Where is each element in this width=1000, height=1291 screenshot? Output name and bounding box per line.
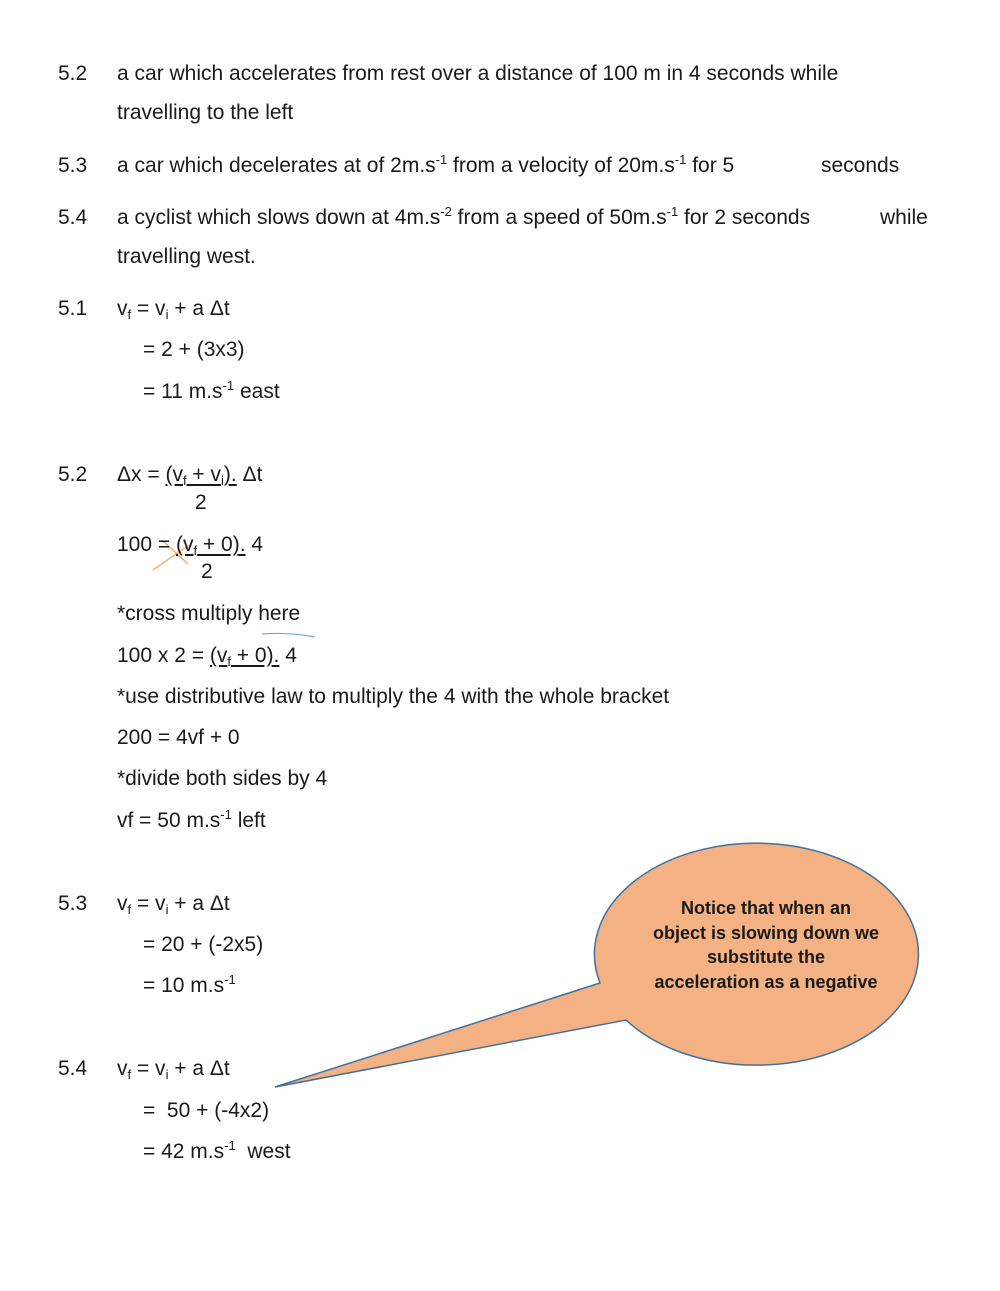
working-step: = 2 + (3x3) bbox=[143, 338, 245, 361]
note: *divide both sides by 4 bbox=[117, 767, 328, 790]
question-text-end: while bbox=[880, 206, 928, 229]
denominator: 2 bbox=[201, 560, 213, 583]
note: *cross multiply here bbox=[117, 602, 301, 625]
pen-stroke bbox=[262, 633, 315, 637]
question-text-end: seconds bbox=[821, 154, 900, 177]
answer-result: vf = 50 $m.s^{-1}$ left bbox=[117, 807, 266, 832]
answer-number: 5.3 bbox=[58, 892, 88, 915]
question-number: 5.2 bbox=[58, 62, 88, 85]
callout-text: Notice that when an object is slowing down we substitute the acceleration as a negative bbox=[652, 898, 880, 992]
formula: $v_f = v_i + a$ Δt bbox=[117, 297, 230, 322]
question-text-cont: travelling to the left bbox=[117, 101, 294, 124]
denominator: 2 bbox=[195, 491, 207, 514]
answer-result: = 10 $m.s^{-1}$ bbox=[143, 972, 236, 997]
substitution: $100 = (v_f + 0)$. 4 bbox=[117, 533, 264, 558]
working-step: = 20 + (-2x5) bbox=[143, 933, 264, 956]
working-step: 100 x $2 = (v_f + 0)$. 4 bbox=[117, 644, 297, 669]
working-step: = 50 + (-4x2) bbox=[143, 1099, 270, 1122]
formula: $\Delta x = (v_f + v_i)$. Δt bbox=[117, 463, 263, 488]
answer-result: = 42 $m.s^{-1}$ west bbox=[143, 1138, 291, 1163]
answer-number: 5.2 bbox=[58, 463, 88, 486]
note: *use distributive law to multiply the 4 with the whole bracket bbox=[117, 685, 670, 708]
answer-number: 5.4 bbox=[58, 1057, 88, 1080]
answer-result: = 11 $m.s^{-1}$ east bbox=[143, 378, 280, 403]
question-number: 5.4 bbox=[58, 206, 88, 229]
question-text: a cyclist which slows down at $4m.s^{-2}$ from a speed of $50m.s^{-1}$ for 2 seconds bbox=[117, 204, 811, 229]
question-number: 5.3 bbox=[58, 154, 88, 177]
working-step: 200 = 4vf + 0 bbox=[117, 726, 240, 749]
formula: $v_f = v_i + a$ Δt bbox=[117, 1057, 230, 1082]
question-text: a car which accelerates from rest over a distance of 100 m in 4 seconds while bbox=[117, 62, 839, 85]
formula: $v_f = v_i + a$ Δt bbox=[117, 892, 230, 917]
question-text-cont: travelling west. bbox=[117, 245, 256, 268]
answer-number: 5.1 bbox=[58, 297, 88, 320]
question-text: a car which decelerates at of $2m.s^{-1}$ from a velocity of $20m.s^{-1}$ for 5 bbox=[117, 152, 735, 177]
